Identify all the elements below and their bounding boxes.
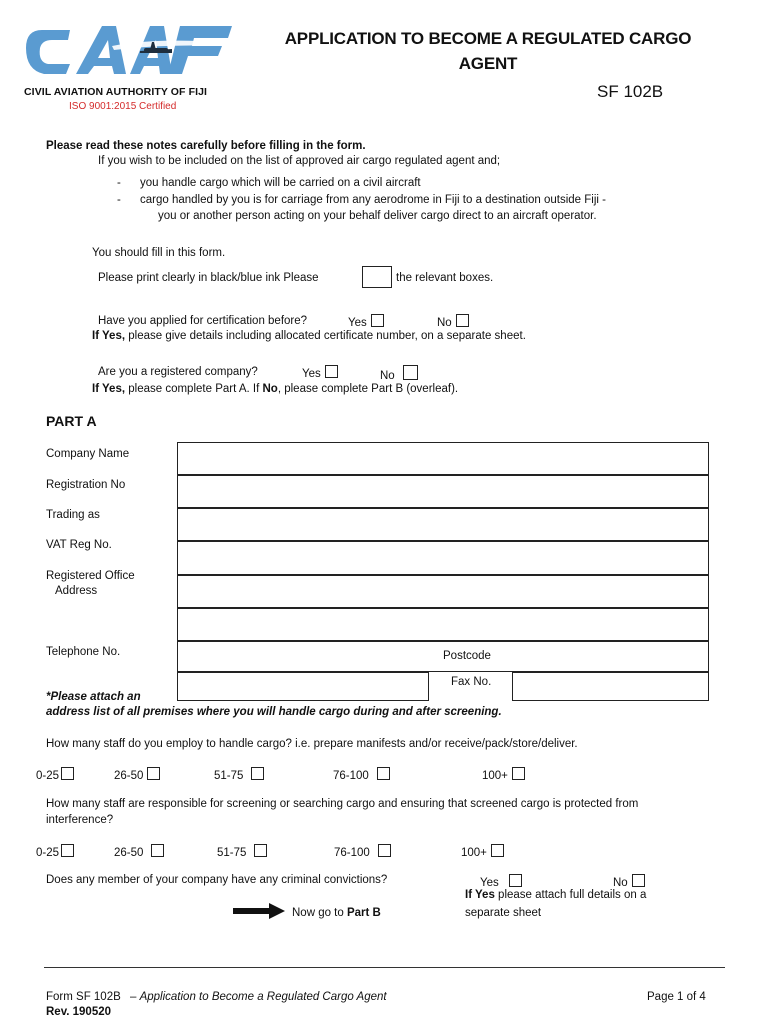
q-staff-screening-1: How many staff are responsible for screening or searching cargo and ensuring that screened cargo is protected from xyxy=(46,798,639,810)
goto-part-b xyxy=(292,907,381,919)
footer-dash: – xyxy=(129,991,137,1003)
screen-option-26-50 xyxy=(114,844,164,859)
registration-no-field[interactable] xyxy=(177,475,709,508)
screen-option-100-plus xyxy=(461,844,504,859)
logo-org-name: CIVIL AVIATION AUTHORITY OF FIJI xyxy=(24,86,208,98)
note-print-text: Please print clearly in black/blue ink xyxy=(98,272,281,284)
fax-left-field[interactable] xyxy=(177,672,429,701)
label-address: Address xyxy=(55,585,98,597)
iso-certification: ISO 9001:2015 Certified xyxy=(69,101,177,112)
q-registered-company: Are you a registered company? xyxy=(98,366,258,378)
if-yes-bold: If Yes xyxy=(465,889,495,901)
applied-yes-checkbox[interactable] xyxy=(371,314,384,327)
note-relevant-boxes: the relevant boxes. xyxy=(396,272,494,284)
staff-26-50-checkbox[interactable] xyxy=(147,767,160,780)
q-registered-yes xyxy=(302,365,338,380)
yes-label: Yes xyxy=(480,877,499,889)
arrow-right-icon xyxy=(233,903,285,924)
instruction-text: please give details including allocated certificate number, on a separate sheet. xyxy=(128,330,526,342)
option-label: 51-75 xyxy=(214,770,244,782)
screen-0-25-checkbox[interactable] xyxy=(61,844,74,857)
label-postcode: Postcode xyxy=(443,650,491,662)
screen-76-100-checkbox[interactable] xyxy=(378,844,391,857)
footer-revision: Rev. 190520 xyxy=(46,1006,112,1018)
vat-reg-field[interactable] xyxy=(177,541,709,575)
label-company-name: Company Name xyxy=(46,448,130,460)
yes-label: Yes xyxy=(302,368,321,380)
note-print-please: Please xyxy=(283,272,319,284)
form-title-line2: AGENT xyxy=(458,54,518,73)
footer-divider xyxy=(44,967,725,968)
staff-option-100-plus xyxy=(482,767,525,782)
tick-example-box xyxy=(362,266,392,288)
caaf-logo-graphic xyxy=(22,8,237,90)
option-label: 0-25 xyxy=(36,770,60,782)
screen-51-75-checkbox[interactable] xyxy=(254,844,267,857)
label-registered-office: Registered Office xyxy=(46,570,135,582)
footer-page-number: Page 1 of 4 xyxy=(647,991,706,1003)
caaf-logo xyxy=(22,8,237,90)
staff-option-76-100 xyxy=(333,767,390,782)
address-line1-field[interactable] xyxy=(177,575,709,608)
form-title-line1: APPLICATION TO BECOME A REGULATED CARGO xyxy=(284,29,692,48)
staff-option-26-50 xyxy=(114,767,160,782)
screen-100-plus-checkbox[interactable] xyxy=(491,844,504,857)
note-civil-aircraft: you handle cargo which will be carried on a civil aircraft xyxy=(140,177,421,189)
screen-option-76-100 xyxy=(334,844,391,859)
staff-100-plus-checkbox[interactable] xyxy=(512,767,525,780)
no-label: No xyxy=(380,370,395,382)
criminal-no-checkbox[interactable] xyxy=(632,874,645,887)
criminal-instruction-2: separate sheet xyxy=(465,907,542,919)
footer-form-info xyxy=(46,991,387,1003)
label-registration-no: Registration No xyxy=(46,479,126,491)
option-label: 51-75 xyxy=(217,847,247,859)
address-line2-field[interactable] xyxy=(177,608,709,641)
note-eligibility: If you wish to be included on the list of approved air cargo regulated agent and; xyxy=(98,155,501,167)
applied-no-checkbox[interactable] xyxy=(456,314,469,327)
criminal-instruction xyxy=(465,889,646,901)
note-fill-form: You should fill in this form. xyxy=(92,247,226,259)
goto-text: Now go to xyxy=(292,907,344,919)
if-yes-bold: If Yes, xyxy=(92,330,126,342)
label-fax: Fax No. xyxy=(451,676,492,688)
q-criminal-convictions: Does any member of your company have any criminal convictions? xyxy=(46,874,388,886)
option-label: 100+ xyxy=(482,770,508,782)
q-staff-handle-cargo: How many staff do you employ to handle cargo? i.e. prepare manifests and/or receive/pack/store/deliver. xyxy=(46,738,578,750)
screen-option-0-25 xyxy=(36,844,74,859)
trading-as-field[interactable] xyxy=(177,508,709,541)
staff-0-25-checkbox[interactable] xyxy=(61,767,74,780)
screen-option-51-75 xyxy=(217,844,267,859)
footer-form-code: Form SF 102B xyxy=(46,991,121,1003)
company-name-field[interactable] xyxy=(177,442,709,475)
staff-option-0-25 xyxy=(36,767,74,782)
instruction-text: please attach full details on a xyxy=(498,889,647,901)
option-label: 100+ xyxy=(461,847,487,859)
if-yes-bold: If Yes, xyxy=(92,383,126,395)
notes-heading: Please read these notes carefully before filling in the form. xyxy=(46,140,366,152)
footer-form-title: Application to Become a Regulated Cargo Agent xyxy=(139,991,387,1003)
q-applied-yes xyxy=(348,314,384,329)
criminal-yes-checkbox[interactable] xyxy=(509,874,522,887)
label-vat-reg: VAT Reg No. xyxy=(46,539,112,551)
instruction-text: , please complete Part B (overleaf). xyxy=(277,383,459,395)
note-carriage: cargo handled by you is for carriage from any aerodrome in Fiji to a destination outside Fiji - xyxy=(140,194,606,206)
no-label: No xyxy=(613,877,628,889)
option-label: 26-50 xyxy=(114,770,144,782)
label-trading-as: Trading as xyxy=(46,509,100,521)
note-carriage-cont: you or another person acting on your behalf deliver cargo direct to an aircraft operator. xyxy=(158,210,597,222)
fax-no-field[interactable] xyxy=(512,672,709,701)
yes-label: Yes xyxy=(348,317,367,329)
q-applied-instruction xyxy=(92,330,526,342)
option-label: 76-100 xyxy=(334,847,370,859)
option-label: 0-25 xyxy=(36,847,60,859)
criminal-yes xyxy=(480,874,522,889)
staff-51-75-checkbox[interactable] xyxy=(251,767,264,780)
if-no-bold: No xyxy=(262,383,278,395)
option-label: 26-50 xyxy=(114,847,144,859)
part-a-heading: PART A xyxy=(46,413,97,429)
attach-note-1: *Please attach an xyxy=(46,691,141,703)
label-telephone: Telephone No. xyxy=(46,646,121,658)
instruction-text: please complete Part A. If xyxy=(128,383,260,395)
screen-26-50-checkbox[interactable] xyxy=(151,844,164,857)
staff-option-51-75 xyxy=(214,767,264,782)
goto-part-b-bold: Part B xyxy=(346,907,381,919)
option-label: 76-100 xyxy=(333,770,369,782)
q-applied-no xyxy=(437,314,469,329)
no-label: No xyxy=(437,317,452,329)
form-code: SF 102B xyxy=(597,82,664,101)
criminal-no xyxy=(613,874,645,889)
dash-mark: - xyxy=(117,177,121,189)
q-staff-screening-2: interference? xyxy=(46,814,114,826)
q-registered-no xyxy=(380,365,418,382)
staff-76-100-checkbox[interactable] xyxy=(377,767,390,780)
registered-yes-checkbox[interactable] xyxy=(325,365,338,378)
dash-mark: - xyxy=(117,194,121,206)
attach-note-2: address list of all premises where you will handle cargo during and after screening. xyxy=(46,706,502,718)
registered-no-checkbox[interactable] xyxy=(403,365,418,380)
note-print xyxy=(98,272,319,284)
q-registered-instruction xyxy=(92,383,458,395)
q-applied-before: Have you applied for certification before? xyxy=(98,315,308,327)
